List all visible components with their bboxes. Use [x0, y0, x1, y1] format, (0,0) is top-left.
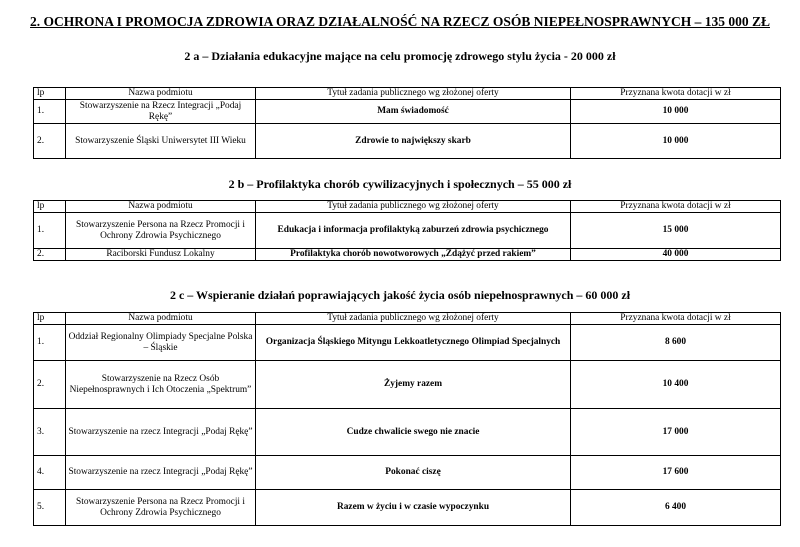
row-lp: 4.: [34, 456, 66, 490]
row-task: Cudze chwalicie swego nie znacie: [256, 409, 571, 456]
row-lp: 1.: [34, 100, 66, 124]
row-name: Stowarzyszenie na rzecz Integracji „Podaj Rękę”: [66, 409, 256, 456]
column-header-name: Nazwa podmiotu: [66, 201, 256, 213]
row-lp: 2.: [34, 124, 66, 159]
column-header-name: Nazwa podmiotu: [66, 88, 256, 100]
table-2a: [33, 87, 781, 159]
column-header-amount: Przyznana kwota dotacji w zł: [571, 201, 781, 213]
row-amount: 8 600: [571, 325, 781, 361]
row-task: Razem w życiu i w czasie wypoczynku: [256, 490, 571, 526]
row-lp: 5.: [34, 490, 66, 526]
row-task: Żyjemy razem: [256, 361, 571, 409]
column-header-task: Tytuł zadania publicznego wg złożonej oferty: [256, 201, 571, 213]
row-lp: 2.: [34, 361, 66, 409]
table-row: [34, 361, 781, 409]
column-header-name: Nazwa podmiotu: [66, 313, 256, 325]
row-name: Stowarzyszenie Persona na Rzecz Promocji i Ochrony Zdrowia Psychicznego: [66, 213, 256, 249]
column-header-task: Tytuł zadania publicznego wg złożonej oferty: [256, 88, 571, 100]
table-2b: [33, 200, 781, 261]
row-name: Stowarzyszenie Śląski Uniwersytet III Wieku: [66, 124, 256, 159]
table-row: [34, 249, 781, 261]
row-name: Stowarzyszenie na rzecz Integracji „Podaj Rękę”: [66, 456, 256, 490]
table-header-row: [34, 88, 781, 100]
column-header-lp: lp: [34, 88, 66, 100]
row-lp: 1.: [34, 325, 66, 361]
row-name: Stowarzyszenie na Rzecz Osób Niepełnosprawnych i Ich Otoczenia „Spektrum”: [66, 361, 256, 409]
row-task: Zdrowie to największy skarb: [256, 124, 571, 159]
row-amount: 15 000: [571, 213, 781, 249]
row-amount: 17 000: [571, 409, 781, 456]
row-lp: 3.: [34, 409, 66, 456]
row-amount: 10 000: [571, 124, 781, 159]
row-task: Profilaktyka chorób nowotworowych „Zdążyć przed rakiem”: [256, 249, 571, 261]
row-task: Edukacja i informacja profilaktyką zaburzeń zdrowia psychicznego: [256, 213, 571, 249]
row-amount: 40 000: [571, 249, 781, 261]
row-task: Pokonać ciszę: [256, 456, 571, 490]
row-amount: 6 400: [571, 490, 781, 526]
row-name: Stowarzyszenie na Rzecz Integracji „Podaj Rękę”: [66, 100, 256, 124]
row-task: Organizacja Śląskiego Mityngu Lekkoatletycznego Olimpiad Specjalnych: [256, 325, 571, 361]
column-header-lp: lp: [34, 201, 66, 213]
row-amount: 10 000: [571, 100, 781, 124]
row-name: Raciborski Fundusz Lokalny: [66, 249, 256, 261]
table-row: [34, 213, 781, 249]
row-amount: 17 600: [571, 456, 781, 490]
table-row: [34, 456, 781, 490]
table-header-row: [34, 313, 781, 325]
table-row: [34, 100, 781, 124]
table-row: [34, 409, 781, 456]
column-header-lp: lp: [34, 313, 66, 325]
row-name: Stowarzyszenie Persona na Rzecz Promocji i Ochrony Zdrowia Psychicznego: [66, 490, 256, 526]
row-lp: 1.: [34, 213, 66, 249]
document-title: 2. OCHRONA I PROMOCJA ZDROWIA ORAZ DZIAŁALNOŚĆ NA RZECZ OSÓB NIEPEŁNOSPRAWNYCH – 135 000 ZŁ: [30, 14, 770, 29]
row-amount: 10 400: [571, 361, 781, 409]
section-heading-2a: 2 a – Działania edukacyjne mające na celu promocję zdrowego stylu życia - 20 000 zł: [184, 49, 616, 63]
section-heading-2b: 2 b – Profilaktyka chorób cywilizacyjnych i społecznych – 55 000 zł: [228, 177, 572, 191]
table-row: [34, 325, 781, 361]
row-name: Oddział Regionalny Olimpiady Specjalne Polska – Śląskie: [66, 325, 256, 361]
table-row: [34, 124, 781, 159]
column-header-amount: Przyznana kwota dotacji w zł: [571, 313, 781, 325]
column-header-amount: Przyznana kwota dotacji w zł: [571, 88, 781, 100]
row-task: Mam świadomość: [256, 100, 571, 124]
table-2c: [33, 312, 781, 526]
column-header-task: Tytuł zadania publicznego wg złożonej oferty: [256, 313, 571, 325]
table-row: [34, 490, 781, 526]
section-heading-2c: 2 c – Wspieranie działań poprawiających jakość życia osób niepełnosprawnych – 60 000 zł: [169, 288, 631, 302]
row-lp: 2.: [34, 249, 66, 261]
table-header-row: [34, 201, 781, 213]
